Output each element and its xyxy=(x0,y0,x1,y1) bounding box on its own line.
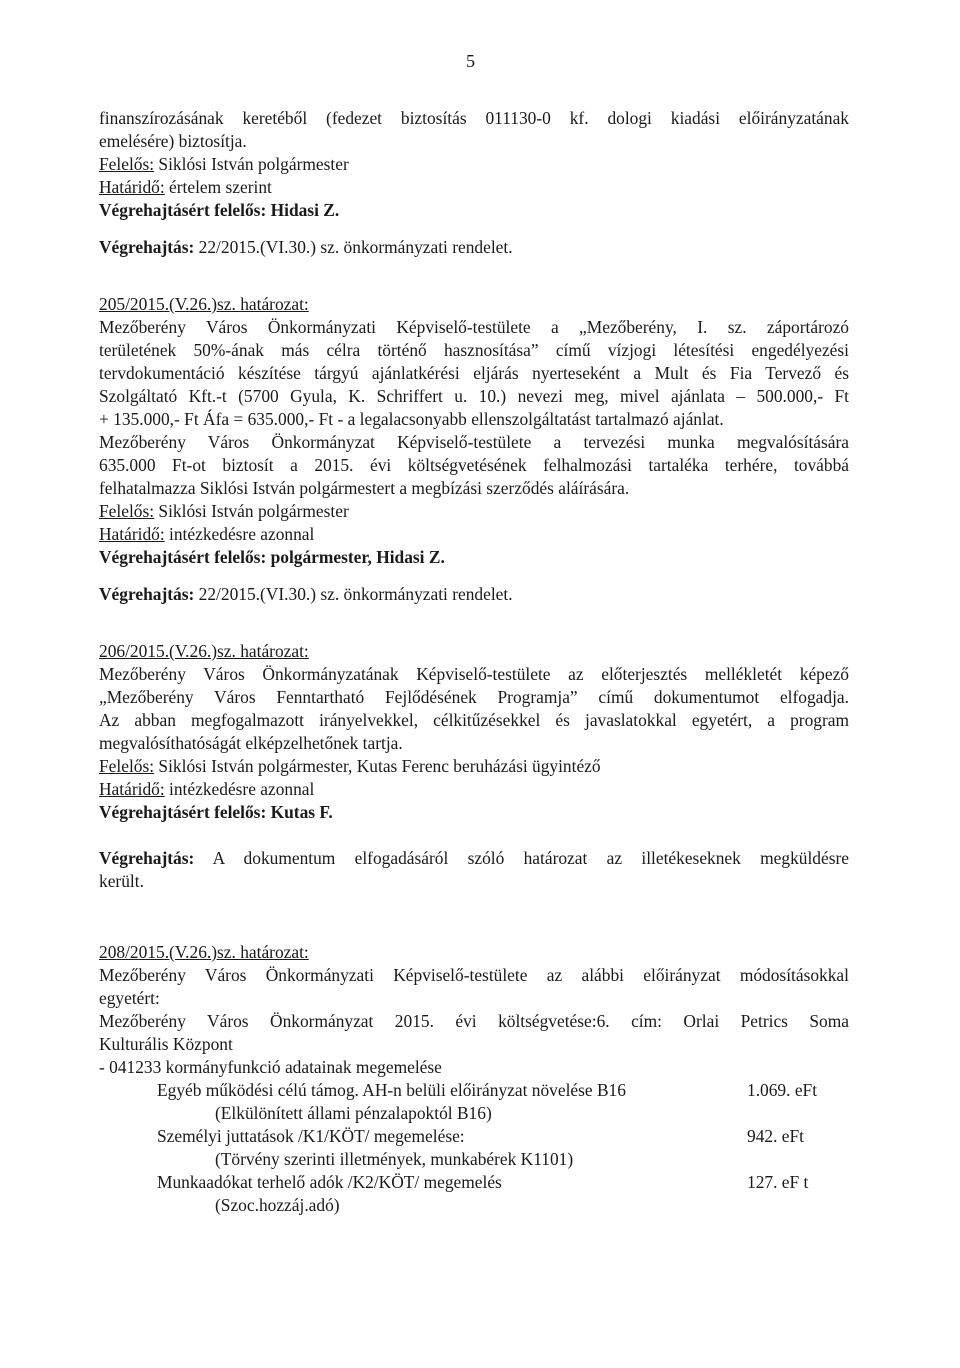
resolution-205-vegrehajtas xyxy=(99,583,849,606)
resolution-208-line: Kulturális Központ xyxy=(99,1034,233,1054)
felelos-label: Felelős: xyxy=(99,154,155,174)
document-body xyxy=(99,107,849,1217)
resolution-205-line: területének 50%-ának más célra történő hasznosítása” című vízjogi létesítési engedélyezési xyxy=(99,340,849,360)
resolution-205-felelos xyxy=(99,500,849,523)
resolution-208-line: - 041233 kormányfunkció adatainak megemelése xyxy=(99,1057,442,1077)
budget-item-subtitle: (Elkülönített állami pénzalapoktól B16) xyxy=(215,1103,492,1123)
resolution-208-line: Mezőberény Város Önkormányzati Képviselő-testülete az alábbi előirányzat módosításokkal xyxy=(99,965,849,985)
hatarido-label: Határidő: xyxy=(99,779,165,799)
resolution-205-line: felhatalmazza Siklósi István polgármestert a megbízási szerződés aláírására. xyxy=(99,478,630,498)
budget-item-sub xyxy=(99,1102,849,1125)
budget-item-label: Egyéb működési célú támog. AH-n belüli előirányzat növelése B16 xyxy=(157,1080,626,1100)
resolution-205-vegrehajtasert: Végrehajtásért felelős: polgármester, Hidasi Z. xyxy=(99,547,445,567)
page-number: 5 xyxy=(466,51,475,71)
hatarido-value: intézkedésre azonnal xyxy=(164,779,315,799)
hatarido-value: értelem szerint xyxy=(164,177,272,197)
resolution-205-line: + 135.000,- Ft Áfa = 635.000,- Ft - a legalacsonyabb ellenszolgáltatást tartalmazó ajánlat. xyxy=(99,409,724,429)
intro-line-1: finanszírozásának keretéből (fedezet biztosítás 011130-0 kf. dologi kiadási előirányzatának xyxy=(99,108,849,128)
felelos-value: Siklósi István polgármester xyxy=(154,501,349,521)
budget-item-sub xyxy=(99,1194,849,1217)
resolution-206-line: megvalósíthatóságát elképzelhetőnek tartja. xyxy=(99,733,403,753)
resolution-205-line: tervdokumentáció készítése tárgyú ajánlatkérési eljárás nyerteseként a Mult és Fia Tervező és xyxy=(99,363,849,383)
resolution-205-line: 635.000 Ft-ot biztosít a 2015. évi költségvetésének felhalmozási tartaléka terhére, továbbá xyxy=(99,455,849,475)
vegrehajtas-value: 22/2015.(VI.30.) sz. önkormányzati rendelet. xyxy=(194,584,513,604)
resolution-208-line: Mezőberény Város Önkormányzat 2015. évi költségvetése:6. cím: Orlai Petrics Soma xyxy=(99,1011,849,1031)
vegrehajtas-label: Végrehajtás: xyxy=(99,584,195,604)
budget-item-list xyxy=(99,1079,849,1217)
budget-item-amount: 942. eFt xyxy=(747,1126,805,1146)
budget-item-label: Személyi juttatások /K1/KÖT/ megemelése: xyxy=(157,1126,465,1146)
resolution-206-felelos xyxy=(99,755,849,778)
intro-vegrehajtasert: Végrehajtásért felelős: Hidasi Z. xyxy=(99,200,340,220)
resolution-206-line: Mezőberény Város Önkormányzatának Képviselő-testülete az előterjesztés mellékletét képező xyxy=(99,664,849,684)
budget-item-amount: 127. eF t xyxy=(747,1172,809,1192)
budget-item xyxy=(99,1125,849,1148)
felelos-label: Felelős: xyxy=(99,501,155,521)
budget-item-subtitle: (Szoc.hozzáj.adó) xyxy=(215,1195,340,1215)
resolution-208 xyxy=(99,941,849,1217)
hatarido-label: Határidő: xyxy=(99,177,165,197)
resolution-206-vegrehajtas xyxy=(99,847,849,870)
budget-item-subtitle: (Törvény szerinti illetmények, munkabérek K1101) xyxy=(215,1149,574,1169)
hatarido-value: intézkedésre azonnal xyxy=(164,524,315,544)
resolution-205-line: Mezőberény Város Önkormányzati Képviselő-testülete a „Mezőberény, I. sz. záportározó xyxy=(99,317,849,337)
resolution-206-line: „Mezőberény Város Fenntartható Fejlődésének Programja” című dokumentumot elfogadja. xyxy=(99,687,849,707)
vegrehajtas-label: Végrehajtás: xyxy=(99,237,195,257)
budget-item-amount: 1.069. eFt xyxy=(747,1080,818,1100)
resolution-208-line: egyetért: xyxy=(99,988,160,1008)
budget-item-label: Munkaadókat terhelő adók /K2/KÖT/ megemelés xyxy=(157,1172,502,1192)
resolution-205-heading: 205/2015.(V.26.)sz. határozat: xyxy=(99,294,309,314)
intro-line-2: emelésére) biztosítja. xyxy=(99,131,247,151)
resolution-206-hatarido xyxy=(99,778,849,801)
budget-item-sub xyxy=(99,1148,849,1171)
resolution-206-vegrehajtas-cont: került. xyxy=(99,871,144,891)
budget-item xyxy=(99,1171,849,1194)
felelos-value: Siklósi István polgármester, Kutas Ferenc beruházási ügyintéző xyxy=(154,756,601,776)
intro-vegrehajtas xyxy=(99,236,849,259)
resolution-208-heading: 208/2015.(V.26.)sz. határozat: xyxy=(99,942,309,962)
felelos-value: Siklósi István polgármester xyxy=(154,154,349,174)
vegrehajtas-label: Végrehajtás: xyxy=(99,848,195,868)
budget-item xyxy=(99,1079,849,1102)
intro-section xyxy=(99,107,849,259)
resolution-206 xyxy=(99,640,849,893)
vegrehajtas-value: A dokumentum elfogadásáról szóló határozat az illetékeseknek megküldésre xyxy=(194,848,849,868)
intro-hatarido xyxy=(99,176,849,199)
resolution-205-line: Szolgáltató Kft.-t (5700 Gyula, K. Schriffert u. 10.) nevezi meg, mivel ajánlata – 500.000,- Ft xyxy=(99,386,849,406)
resolution-205-hatarido xyxy=(99,523,849,546)
resolution-206-vegrehajtasert: Végrehajtásért felelős: Kutas F. xyxy=(99,802,333,822)
hatarido-label: Határidő: xyxy=(99,524,165,544)
resolution-205 xyxy=(99,293,849,606)
resolution-206-line: Az abban megfogalmazott irányelvekkel, célkitűzésekkel és javaslatokkal egyetért, a program xyxy=(99,710,849,730)
intro-felelos xyxy=(99,153,849,176)
resolution-205-line: Mezőberény Város Önkormányzat Képviselő-testülete a tervezési munka megvalósítására xyxy=(99,432,849,452)
resolution-206-heading: 206/2015.(V.26.)sz. határozat: xyxy=(99,641,309,661)
vegrehajtas-value: 22/2015.(VI.30.) sz. önkormányzati rendelet. xyxy=(194,237,513,257)
felelos-label: Felelős: xyxy=(99,756,155,776)
